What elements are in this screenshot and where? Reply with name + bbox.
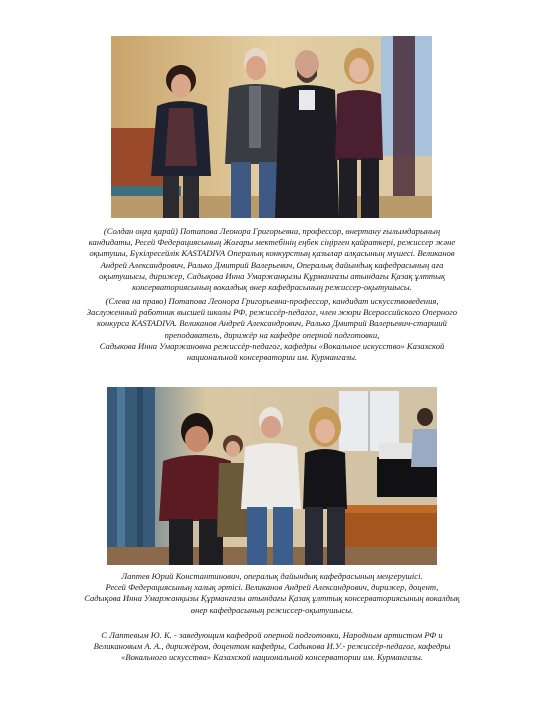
caption-line: оқытушы, Бүкілресейлік KASTADIVA Опералық конкурстың қазылар алқасының мүшесі. Великанов bbox=[89, 248, 455, 259]
caption-line: Заслуженный работник высшей школы РФ, режиссёр-педагог, член жюри Всероссийского Оперного bbox=[86, 307, 458, 318]
group-photo-top bbox=[111, 36, 432, 218]
caption-line: өнер кафедрасының режиссер-оқытушысы. bbox=[190, 604, 354, 615]
caption-line: конкурса KASTADIVA. Великанов Андрей Александрович, Ралько Дмитрий Валерьевич-старший bbox=[97, 318, 447, 329]
caption-line: (Слева на право) Потапова Леонора Григорьевна-профессор, кандидат искусствоведения, bbox=[105, 296, 439, 306]
caption-ru-top bbox=[40, 296, 504, 363]
caption-line: кандидаты, Ресей Федерациясының Жоғары мектебінің еңбек сіңірген қайраткері, режиссер және bbox=[88, 237, 456, 248]
caption-line: Андрей Александрович, Ралько Дмитрий Валерьевич, Опералық дайындық кафедрасының аға bbox=[100, 259, 444, 270]
caption-line: Садықова Инна Умаржанқызы Құрманғазы атындағы Қазақ ұлттық консерваториясының вокалдық bbox=[84, 593, 460, 604]
caption-line: Великановым А. А., дирижёром, доцентом кафедры, Садыкова И.У.- режиссёр-педагог, кафедры bbox=[93, 641, 451, 652]
caption-line: Лаптев Юрий Константинович, опералық дайындық кафедрасының меңгерушісі. bbox=[121, 571, 423, 581]
caption-line: С Лаптевым Ю. К. - заведующим кафедрой оперной подготовки, Народным артистом РФ и bbox=[101, 630, 443, 640]
caption-line: преподаватель, дирижёр на кафедре оперной подготовки, bbox=[164, 329, 380, 340]
caption-kz-bottom bbox=[40, 571, 504, 616]
group-photo-top-image bbox=[111, 36, 432, 218]
group-photo-bottom bbox=[107, 387, 437, 565]
caption-line: консерваториясының вокалдық өнер кафедрасының режиссер-оқытушысы. bbox=[132, 282, 412, 293]
caption-ru-bottom bbox=[40, 630, 504, 664]
caption-line: «Вокального искусства» Казахской национальной консерватории им. Курмангазы. bbox=[121, 652, 423, 663]
caption-line: национальной консерватории им. Курмангазы. bbox=[186, 352, 358, 363]
caption-line: оқытушысы, дирижер, Садықова Инна Умаржанқызы Құрманғазы атындағы Қазақ ұлттық bbox=[99, 270, 445, 281]
group-photo-bottom-image bbox=[107, 387, 437, 565]
caption-kz-top bbox=[40, 226, 504, 293]
caption-line: Садыкова Инна Умаржановна режиссёр-педагог, кафедры «Вокальное искусство» Казахской bbox=[99, 340, 445, 351]
caption-line: Ресей Федерациясының халық әртісі. Великанов Андрей Александрович, дирижер, доцент, bbox=[105, 582, 439, 593]
caption-line: (Солдан оңға қарай) Потапова Леонора Григорьевна, профессор, өнертану ғылымдарының bbox=[103, 226, 441, 236]
